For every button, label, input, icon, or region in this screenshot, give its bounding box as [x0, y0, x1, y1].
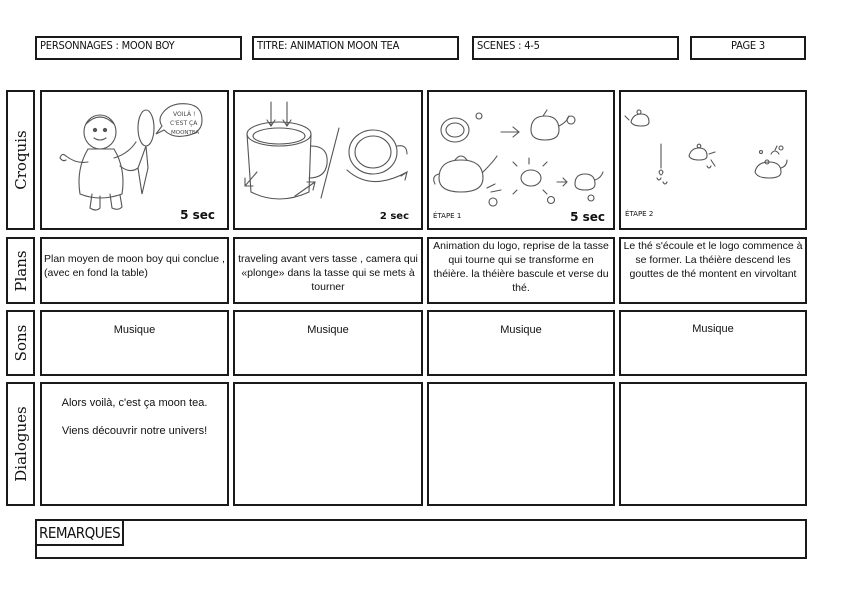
sound-text-1: Musique — [113, 324, 156, 336]
dialogue-cell-1 — [40, 382, 229, 506]
characters-field — [35, 36, 242, 60]
sound-cell-4 — [619, 310, 807, 376]
row-label-plans — [6, 237, 35, 304]
sound-text-2: Musique — [307, 324, 349, 336]
plan-text-4: Le thé s'écoule et le logo commence à se former. La théière descend les gouttes de thé montent en virvoltant — [623, 240, 803, 280]
title-label: TITRE: ANIMATION MOON TEA — [257, 39, 400, 52]
row-label-dialogues — [6, 382, 35, 506]
sketch-panel-2 — [233, 90, 423, 230]
characters-label: PERSONNAGES : MOON BOY — [40, 39, 175, 52]
step-label-4: ÉTAPE 2 — [625, 210, 654, 218]
sound-cell-1 — [40, 310, 229, 376]
title-field — [252, 36, 459, 60]
step-label-3: ÉTAPE 1 — [433, 212, 462, 220]
speech-bubble-line-2: C'EST ÇA — [170, 120, 198, 127]
speech-bubble-line-3: MOONTEA — [171, 130, 200, 136]
row-label-croquis-text: Croquis — [11, 130, 30, 190]
sound-cell-3 — [427, 310, 615, 376]
dialogue-line-1: Alors voilà, c'est ça moon tea. — [61, 397, 208, 409]
dialogue-cell-4 — [619, 382, 807, 506]
row-label-sons — [6, 310, 35, 376]
sketch-panel-4 — [619, 90, 807, 230]
plan-cell-1 — [40, 237, 229, 304]
duration-label-2: 2 sec — [379, 211, 409, 222]
sound-text-3: Musique — [500, 324, 542, 336]
sound-text-4: Musique — [692, 323, 734, 335]
plan-text-1: Plan moyen de moon boy qui conclue , (avec en fond la table) — [44, 253, 225, 279]
sound-cell-2 — [233, 310, 423, 376]
plan-text-2: traveling avant vers tasse , camera qui «plonge» dans la tasse qui se mets à tourner — [238, 253, 418, 293]
sketch-panel-3 — [427, 90, 615, 230]
dialogue-cell-3 — [427, 382, 615, 506]
remarks-box — [35, 519, 807, 559]
plan-text-3: Animation du logo, reprise de la tasse qui tourne qui se transforme en théière. la théière bascule et verse du thé. — [433, 240, 609, 294]
scenes-label: SCENES : 4-5 — [477, 39, 540, 52]
plan-cell-3 — [427, 237, 615, 304]
sketch-panel-1 — [40, 90, 229, 230]
duration-label-1: 5 sec — [180, 208, 215, 222]
speech-bubble-line-1: VOILÀ ! — [173, 111, 196, 118]
teapot-transform-sketch — [429, 92, 613, 228]
remarks-label: REMARQUES — [37, 521, 124, 546]
page-number: PAGE 3 — [731, 39, 765, 52]
row-label-plans-text: Plans — [11, 249, 30, 292]
row-label-dialogues-text: Dialogues — [11, 406, 30, 482]
tea-drops-sketch — [621, 92, 805, 228]
tea-cup-sketch — [235, 92, 421, 228]
dialogue-line-2: Viens découvrir notre univers! — [61, 425, 208, 437]
scenes-field — [472, 36, 679, 60]
plan-cell-2 — [233, 237, 423, 304]
row-label-sons-text: Sons — [11, 324, 30, 362]
duration-label-3: 5 sec — [570, 210, 605, 224]
dialogue-cell-2 — [233, 382, 423, 506]
page-field — [690, 36, 806, 60]
row-label-croquis — [6, 90, 35, 230]
plan-cell-4 — [619, 237, 807, 304]
